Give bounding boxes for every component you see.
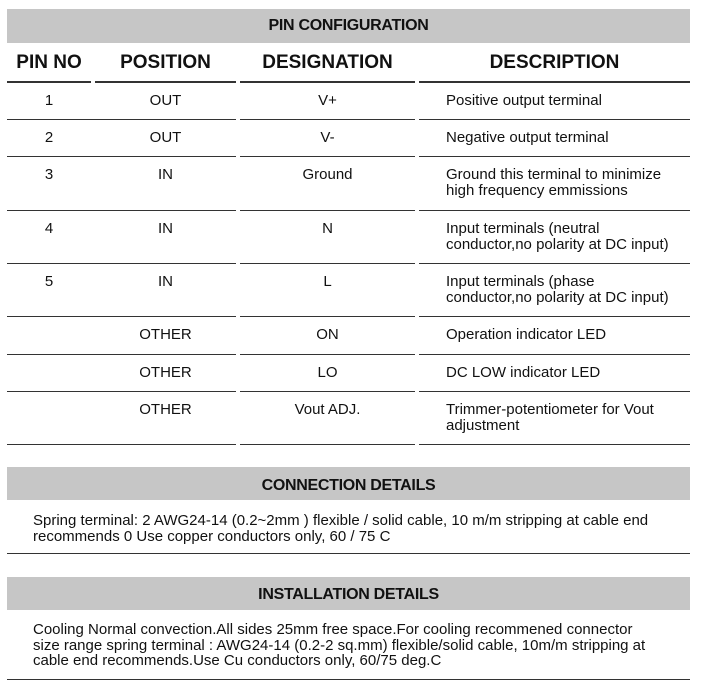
header-description: DESCRIPTION	[419, 43, 690, 83]
installation-line: Cooling Normal convection.All sides 25mm free space.For cooling recommened connector	[33, 621, 633, 638]
cell-pin: 5	[44, 273, 54, 290]
row-divider	[7, 391, 95, 392]
header-position: POSITION	[95, 43, 236, 83]
cell-pin: 2	[44, 129, 54, 146]
cell-designation: ON	[316, 326, 339, 343]
cell-position: IN	[158, 273, 173, 290]
row-divider	[240, 316, 415, 317]
cell-description	[446, 327, 690, 343]
row-divider	[7, 156, 95, 157]
cell-designation: Ground	[302, 166, 353, 183]
installation-line: size range spring terminal : AWG24-14 (0.2-2 sq.mm) flexible/solid cable, 10m/m stripping at	[33, 636, 646, 654]
connection-line: recommends 0 Use copper conductors only, 60 / 75 C	[33, 527, 391, 545]
description-line: Ground this terminal to minimize	[446, 166, 662, 183]
description-line: Negative output terminal	[446, 129, 609, 146]
description-line: Input terminals (phase	[446, 273, 595, 290]
row-divider	[95, 263, 236, 264]
row-divider	[419, 391, 690, 392]
cell-position: OUT	[149, 92, 182, 109]
connection-line: Spring terminal: 2 AWG24-14 (0.2~2mm ) flexible / solid cable, 10 m/m stripping at cable end	[33, 512, 649, 529]
row-divider	[419, 156, 690, 157]
row-divider	[240, 354, 415, 355]
row-divider	[419, 210, 690, 211]
row-divider	[95, 316, 236, 317]
row-divider	[240, 119, 415, 120]
cell-pin: 1	[44, 92, 54, 109]
row-divider	[95, 354, 236, 355]
description-line: Positive output terminal	[446, 92, 602, 109]
row-divider	[7, 316, 95, 317]
cell-designation: V+	[318, 92, 337, 109]
row-divider	[7, 119, 95, 120]
cell-position: OUT	[149, 129, 182, 146]
description-line: conductor,no polarity at DC input)	[446, 236, 669, 253]
cell-pin: 3	[44, 166, 54, 183]
connection-details-title: CONNECTION DETAILS	[7, 467, 690, 500]
cell-position: IN	[158, 166, 173, 183]
connection-rule	[7, 553, 690, 554]
cell-designation: L	[323, 273, 332, 290]
description-line: Operation indicator LED	[446, 326, 607, 343]
cell-position: OTHER	[139, 326, 192, 343]
cell-position: OTHER	[139, 364, 192, 381]
row-divider	[95, 444, 236, 445]
row-divider	[95, 119, 236, 120]
description-line: Trimmer-potentiometer for Vout	[446, 401, 654, 418]
row-divider	[240, 391, 415, 392]
cell-position: OTHER	[139, 401, 192, 418]
row-divider	[419, 119, 690, 120]
header-designation: DESIGNATION	[240, 43, 415, 83]
pin-configuration-title: PIN CONFIGURATION	[7, 9, 690, 43]
row-divider	[7, 210, 95, 211]
installation-details-text	[33, 622, 693, 669]
cell-position: IN	[158, 220, 173, 237]
description-line: DC LOW indicator LED	[446, 364, 601, 381]
row-divider	[419, 316, 690, 317]
cell-description	[446, 93, 690, 109]
row-divider	[419, 354, 690, 355]
row-divider	[7, 444, 95, 445]
cell-designation: N	[322, 220, 333, 237]
description-line: conductor,no polarity at DC input)	[446, 289, 669, 306]
row-divider	[419, 444, 690, 445]
installation-rule	[7, 679, 690, 680]
cell-description	[446, 221, 690, 253]
cell-description	[446, 402, 690, 434]
cell-designation: V-	[320, 129, 335, 146]
description-line: adjustment	[446, 417, 520, 434]
row-divider	[95, 391, 236, 392]
row-divider	[7, 263, 95, 264]
header-pin-no: PIN NO	[7, 43, 91, 83]
cell-designation: Vout ADJ.	[294, 401, 361, 418]
row-divider	[240, 263, 415, 264]
row-divider	[419, 263, 690, 264]
row-divider	[7, 354, 95, 355]
connection-details-text	[33, 513, 693, 544]
cell-description	[446, 274, 690, 306]
cell-description	[446, 365, 690, 381]
description-line: Input terminals (neutral	[446, 220, 600, 237]
description-line: high frequency emmissions	[446, 182, 628, 199]
cell-pin: 4	[44, 220, 54, 237]
row-divider	[95, 156, 236, 157]
row-divider	[240, 156, 415, 157]
cell-description	[446, 167, 690, 199]
row-divider	[240, 444, 415, 445]
installation-details-title: INSTALLATION DETAILS	[7, 577, 690, 610]
cell-designation: LO	[317, 364, 338, 381]
row-divider	[95, 210, 236, 211]
installation-line: cable end recommends.Use Cu conductors only, 60/75 deg.C	[33, 652, 442, 669]
row-divider	[240, 210, 415, 211]
cell-description	[446, 130, 690, 146]
